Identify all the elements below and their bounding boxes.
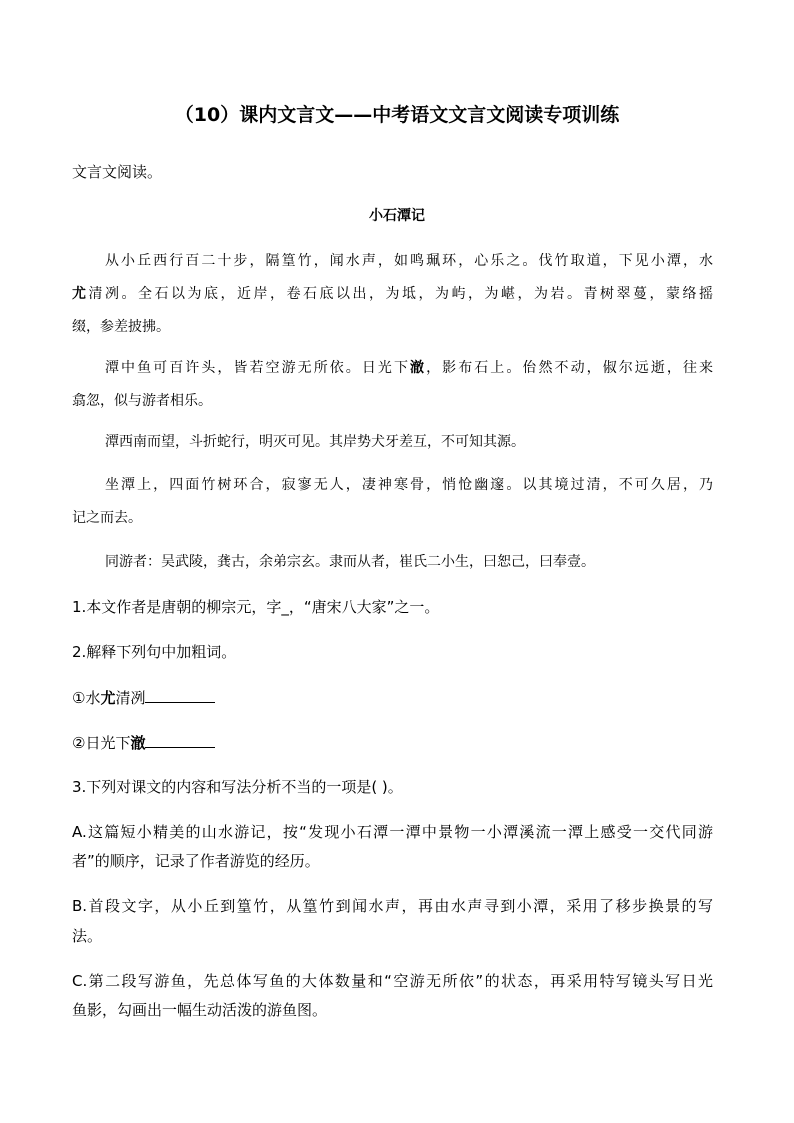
passage-p2-line1-part1: 潭中鱼可百许头，皆若空游无所依。日光下 [105, 360, 411, 376]
answer-blank-2[interactable] [145, 731, 215, 748]
passage-p4-line2: 记之而去。 [72, 510, 142, 526]
q2-item1-prefix: ①水 [72, 689, 101, 707]
question-2: 2.解释下列句中加粗词。 [72, 643, 237, 661]
page-title: （10）课内文言文——中考语文文言文阅读专项训练 [174, 104, 620, 126]
bold-word-you-q: 尤 [100, 689, 116, 707]
bold-word-che-q: 澈 [130, 734, 146, 752]
question-1: 1.本文作者是唐朝的柳宗元，字_，“唐宋八大家”之一。 [72, 598, 440, 616]
question-2-item-2 [72, 731, 215, 754]
option-c-line2: 鱼影，勾画出一幅生动活泼的游鱼图。 [72, 1001, 328, 1019]
option-b-line1: B.首段文字，从小丘到篁竹，从篁竹到闻水声，再由水声寻到小潭，采用了移步换景的写 [72, 897, 713, 915]
passage-p1-line1: 从小丘西行百二十步，隔篁竹，闻水声，如鸣珮环，心乐之。伐竹取道，下见小潭，水 [105, 253, 713, 269]
question-3: 3.下列对课文的内容和写法分析不当的一项是( )。 [72, 778, 403, 796]
passage-p2-line1 [105, 357, 713, 379]
passage-p2-line2: 翕忽，似与游者相乐。 [72, 393, 212, 409]
instruction-text: 文言文阅读。 [72, 163, 163, 181]
question-2-item-1 [72, 686, 215, 709]
q2-item2-prefix: ②日光下 [72, 734, 131, 752]
passage-p1-line2 [72, 283, 713, 305]
q2-item1-suffix: 清冽 [115, 689, 146, 707]
bold-word-che: 澈 [410, 360, 427, 376]
option-b-line2: 法。 [72, 927, 103, 945]
option-a-line2: 者”的顺序，记录了作者游览的经历。 [72, 852, 320, 870]
passage-p1-line2-rest: 清冽。全石以为底，近岸，卷石底以出，为坻，为屿，为嵁，为岩。青树翠蔓，蒙络摇 [88, 286, 713, 302]
option-a-line1: A.这篇短小精美的山水游记，按“发现小石潭一潭中景物一小潭溪流一潭上感受一交代同游 [72, 823, 713, 841]
passage-p5-line1: 同游者：吴武陵，龚古，余弟宗玄。隶而从者，崔氏二小生，曰恕己，曰奉壹。 [105, 554, 595, 570]
passage-p4-line1: 坐潭上，四面竹树环合，寂寥无人，凄神寒骨，悄怆幽邃。以其境过清，不可久居，乃 [105, 477, 713, 493]
passage-title: 小石潭记 [369, 208, 425, 224]
option-c-line1: C.第二段写游鱼，先总体写鱼的大体数量和“空游无所依”的状态，再采用特写镜头写日光 [72, 972, 713, 990]
passage-p2-line1-part3: ，影布石上。佁然不动，俶尔远逝，往来 [426, 360, 714, 376]
answer-blank-1[interactable] [145, 686, 215, 703]
passage-p1-line3: 缀，参差披拂。 [72, 319, 170, 335]
passage-p3-line1: 潭西南而望，斗折蛇行，明灭可见。其岸势犬牙差互，不可知其源。 [105, 434, 525, 450]
bold-word-you: 尤 [72, 286, 89, 302]
